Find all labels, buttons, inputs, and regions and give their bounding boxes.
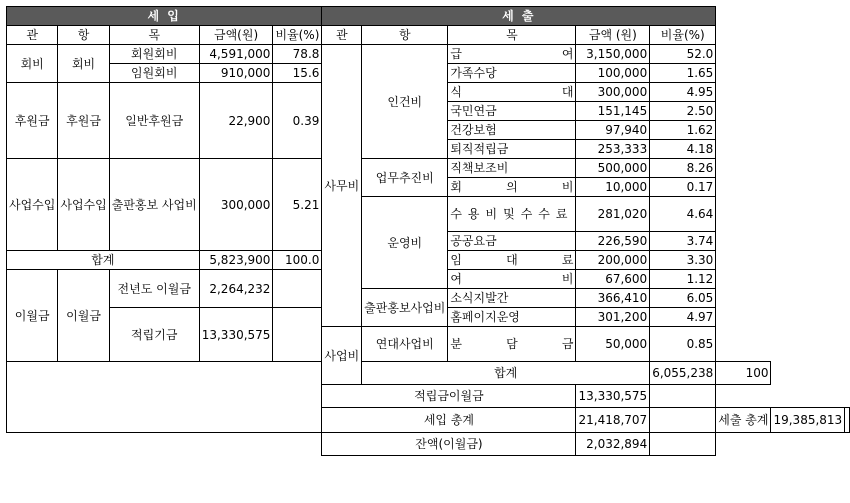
expense-hang-personnel: 인건비 [362, 45, 448, 159]
expense-hang-solidarity: 연대사업비 [362, 327, 448, 362]
expense-mok: 국민연금 [448, 102, 576, 121]
expense-total-label: 합계 [362, 362, 650, 385]
income-grand-total-label: 세입 총계 [322, 408, 576, 433]
income-mok: 적립기금 [109, 308, 199, 362]
expense-ratio: 3.30 [650, 251, 716, 270]
expense-title: 세 출 [322, 7, 716, 26]
empty-cell [650, 408, 716, 433]
empty-cell [845, 408, 850, 433]
expense-amount: 100,000 [576, 64, 650, 83]
expense-mok: 식 대 [448, 83, 576, 102]
expense-mok: 여 비 [448, 270, 576, 289]
income-mok: 일반후원금 [109, 83, 199, 159]
income-gwan-membership: 회비 [7, 45, 58, 83]
income-mok: 출판홍보 사업비 [109, 159, 199, 251]
income-mok: 임원회비 [109, 64, 199, 83]
expense-ratio: 6.05 [650, 289, 716, 308]
expense-amount: 200,000 [576, 251, 650, 270]
expense-mok: 직책보조비 [448, 159, 576, 178]
expense-hang-publishing: 출판홍보사업비 [362, 289, 448, 327]
expense-col-mok: 목 [448, 26, 576, 45]
expense-amount: 226,590 [576, 232, 650, 251]
expense-mok: 건강보험 [448, 121, 576, 140]
expense-gwan-business: 사업비 [322, 327, 362, 385]
expense-grand-total-label: 세출 총계 [716, 408, 771, 433]
budget-table [6, 6, 850, 456]
expense-ratio: 4.97 [650, 308, 716, 327]
income-hang-sponsorship: 후원금 [58, 83, 109, 159]
income-col-amount: 금액(원) [199, 26, 273, 45]
expense-ratio: 1.12 [650, 270, 716, 289]
expense-ratio: 0.17 [650, 178, 716, 197]
expense-amount: 151,145 [576, 102, 650, 121]
income-amount: 300,000 [199, 159, 273, 251]
income-amount: 910,000 [199, 64, 273, 83]
income-title: 세 입 [7, 7, 322, 26]
expense-mok: 홈페이지운영 [448, 308, 576, 327]
income-col-mok: 목 [109, 26, 199, 45]
expense-hang-operating: 운영비 [362, 197, 448, 289]
income-amount: 22,900 [199, 83, 273, 159]
income-hang-carryover: 이월금 [58, 270, 109, 362]
income-grand-total-amount: 21,418,707 [576, 408, 650, 433]
income-total-ratio: 100.0 [273, 251, 322, 270]
income-ratio: 0.39 [273, 83, 322, 159]
expense-grand-total-amount: 19,385,813 [771, 408, 845, 433]
income-gwan-business: 사업수입 [7, 159, 58, 251]
income-col-ratio: 비율(%) [273, 26, 322, 45]
expense-amount: 67,600 [576, 270, 650, 289]
balance-label: 잔액(이월금) [322, 433, 576, 456]
expense-amount: 253,333 [576, 140, 650, 159]
income-total-amount: 5,823,900 [199, 251, 273, 270]
income-ratio: 78.8 [273, 45, 322, 64]
income-gwan-carryover: 이월금 [7, 270, 58, 362]
expense-ratio: 2.50 [650, 102, 716, 121]
table-row [7, 362, 850, 385]
empty-cell [273, 270, 322, 308]
expense-mok: 가족수당 [448, 64, 576, 83]
empty-cell [7, 362, 322, 433]
reserve-amount: 13,330,575 [576, 385, 650, 408]
expense-ratio: 3.74 [650, 232, 716, 251]
empty-cell [273, 308, 322, 362]
table-row [7, 433, 850, 456]
expense-mok: 회 의 비 [448, 178, 576, 197]
expense-mok: 임 대 료 [448, 251, 576, 270]
expense-mok: 수용비및수수료 [448, 197, 576, 232]
income-hang-business: 사업수입 [58, 159, 109, 251]
reserve-label: 적립금이월금 [322, 385, 576, 408]
empty-cell [650, 433, 716, 456]
expense-mok: 분 담 금 [448, 327, 576, 362]
expense-ratio: 8.26 [650, 159, 716, 178]
expense-amount: 3,150,000 [576, 45, 650, 64]
expense-total-amount: 6,055,238 [650, 362, 716, 385]
expense-total-ratio: 100 [716, 362, 771, 385]
expense-mok: 공공요금 [448, 232, 576, 251]
expense-col-ratio: 비율(%) [650, 26, 716, 45]
expense-amount: 10,000 [576, 178, 650, 197]
income-mok: 전년도 이월금 [109, 270, 199, 308]
expense-amount: 301,200 [576, 308, 650, 327]
income-amount: 13,330,575 [199, 308, 273, 362]
expense-ratio: 4.64 [650, 197, 716, 232]
expense-hang-business-promotion: 업무추진비 [362, 159, 448, 197]
column-header-row [7, 26, 850, 45]
expense-amount: 281,020 [576, 197, 650, 232]
expense-amount: 300,000 [576, 83, 650, 102]
balance-amount: 2,032,894 [576, 433, 650, 456]
income-col-hang: 항 [58, 26, 109, 45]
income-gwan-sponsorship: 후원금 [7, 83, 58, 159]
table-row [7, 159, 850, 178]
expense-ratio: 4.95 [650, 83, 716, 102]
expense-col-gwan: 관 [322, 26, 362, 45]
expense-ratio: 0.85 [650, 327, 716, 362]
expense-amount: 366,410 [576, 289, 650, 308]
expense-amount: 500,000 [576, 159, 650, 178]
expense-ratio: 1.65 [650, 64, 716, 83]
expense-col-hang: 항 [362, 26, 448, 45]
expense-amount: 97,940 [576, 121, 650, 140]
income-hang-membership: 회비 [58, 45, 109, 83]
empty-cell [650, 385, 716, 408]
expense-mok: 소식지발간 [448, 289, 576, 308]
income-ratio: 5.21 [273, 159, 322, 251]
income-mok: 회원회비 [109, 45, 199, 64]
budget-table-wrapper [6, 6, 850, 456]
income-col-gwan: 관 [7, 26, 58, 45]
expense-col-amount: 금액 (원) [576, 26, 650, 45]
title-row [7, 7, 850, 26]
empty-cell [7, 433, 322, 456]
expense-amount: 50,000 [576, 327, 650, 362]
expense-ratio: 52.0 [650, 45, 716, 64]
income-amount: 4,591,000 [199, 45, 273, 64]
income-ratio: 15.6 [273, 64, 322, 83]
expense-mok: 급 여 [448, 45, 576, 64]
expense-ratio: 4.18 [650, 140, 716, 159]
expense-ratio: 1.62 [650, 121, 716, 140]
income-total-label: 합계 [7, 251, 200, 270]
expense-mok: 퇴직적립금 [448, 140, 576, 159]
expense-gwan-office: 사무비 [322, 45, 362, 327]
income-amount: 2,264,232 [199, 270, 273, 308]
table-row [7, 45, 850, 64]
